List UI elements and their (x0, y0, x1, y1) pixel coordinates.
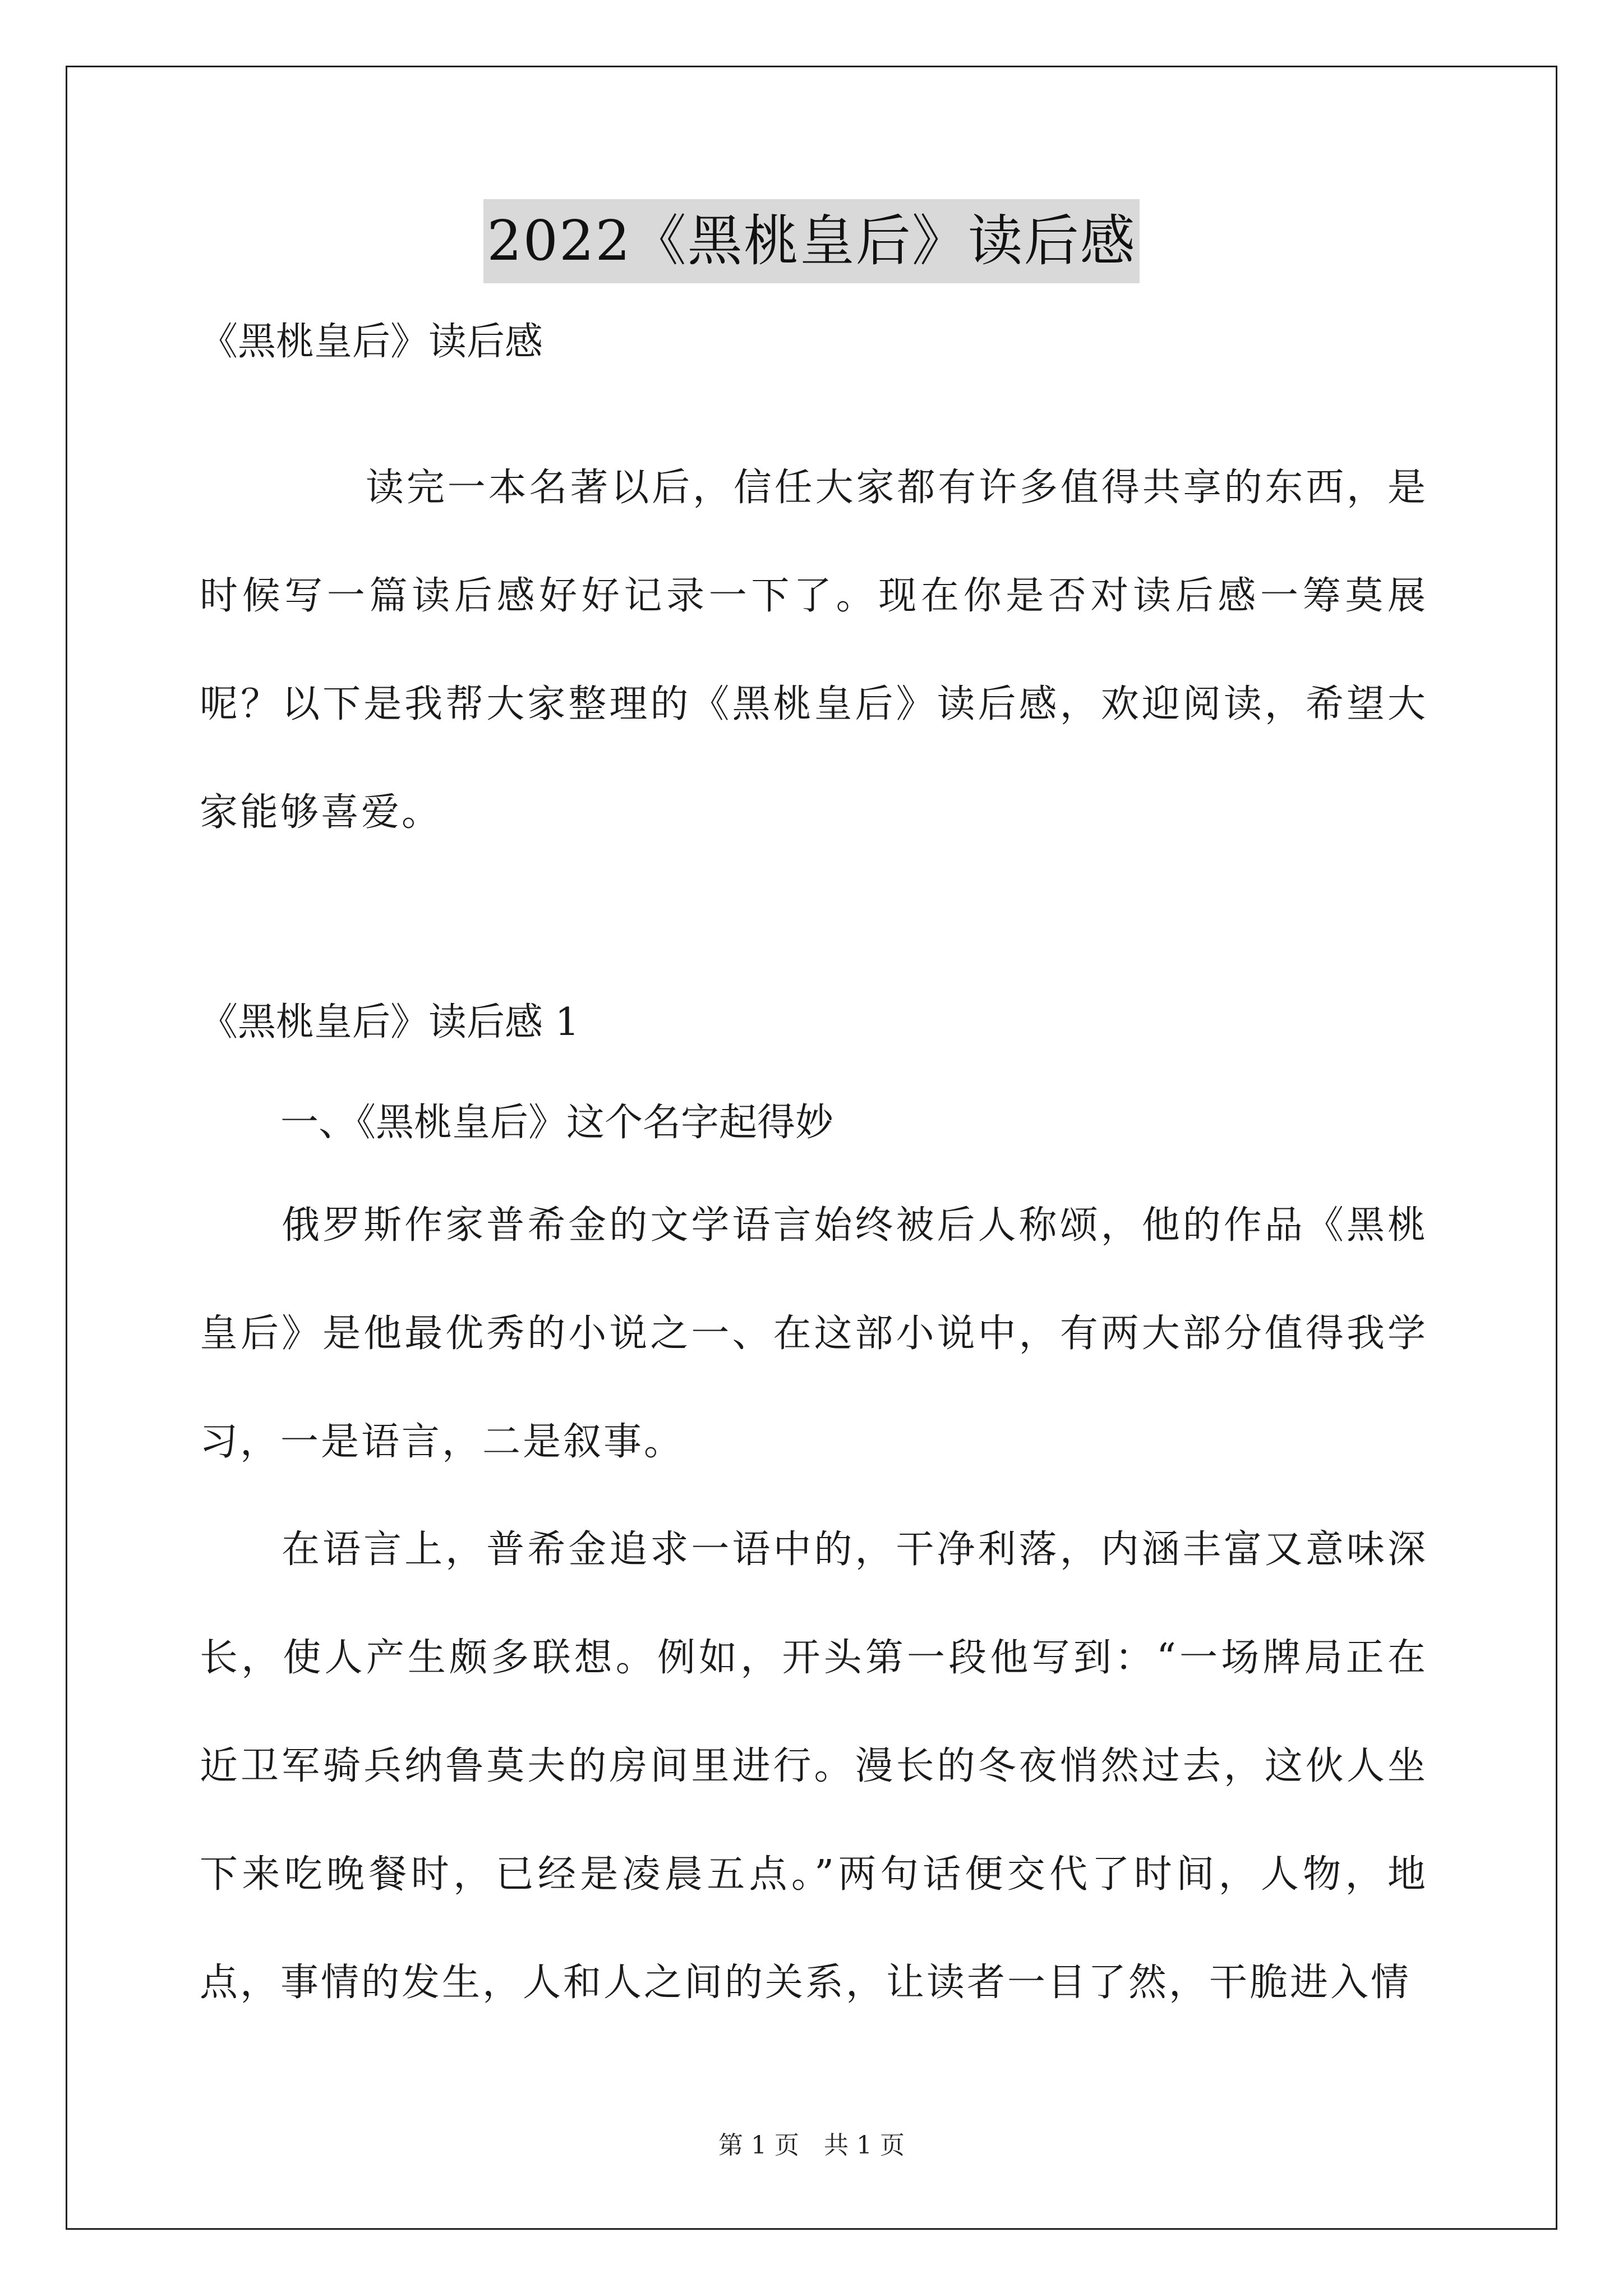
body-paragraph: 俄罗斯作家普希金的文学语言始终被后人称颂，他的作品《黑桃皇后》是他最优秀的小说之一、在这部小说中，有两大部分值得我学习，一是语言，二是叙事。 (200, 1203, 1428, 1464)
document-subtitle: 《黑桃皇后》读后感 (200, 320, 543, 364)
intro-paragraph: 读完一本名著以后，信任大家都有许多值得共享的东西，是时候写一篇读后感好好记录一下了。现在你是否对读后感一筹莫展呢？以下是我帮大家整理的《黑桃皇后》读后感，欢迎阅读，希望大家能够喜爱。 (200, 466, 1428, 835)
section-subheading: 一、《黑桃皇后》这个名字起得妙 (280, 1101, 834, 1145)
body-paragraph: 在语言上，普希金追求一语中的，干净利落，内涵丰富又意味深长，使人产生颇多联想。例如，开头第一段他写到：“一场牌局正在近卫军骑兵纳鲁莫夫的房间里进行。漫长的冬夜悄然过去，这伙人坐下来吃晚餐时，已经是凌晨五点。”两句话便交代了时间，人物，地点，事情的发生，人和人之间的关系，让读者一目了然，干脆进入情 (200, 1527, 1428, 2005)
page-footer: 第 1 页 共 1 页 (718, 2131, 905, 2160)
section-heading: 《黑桃皇后》读后感 1 (200, 1000, 579, 1045)
document-title: 2022《黑桃皇后》读后感 (483, 199, 1139, 283)
title-container (0, 199, 1623, 283)
